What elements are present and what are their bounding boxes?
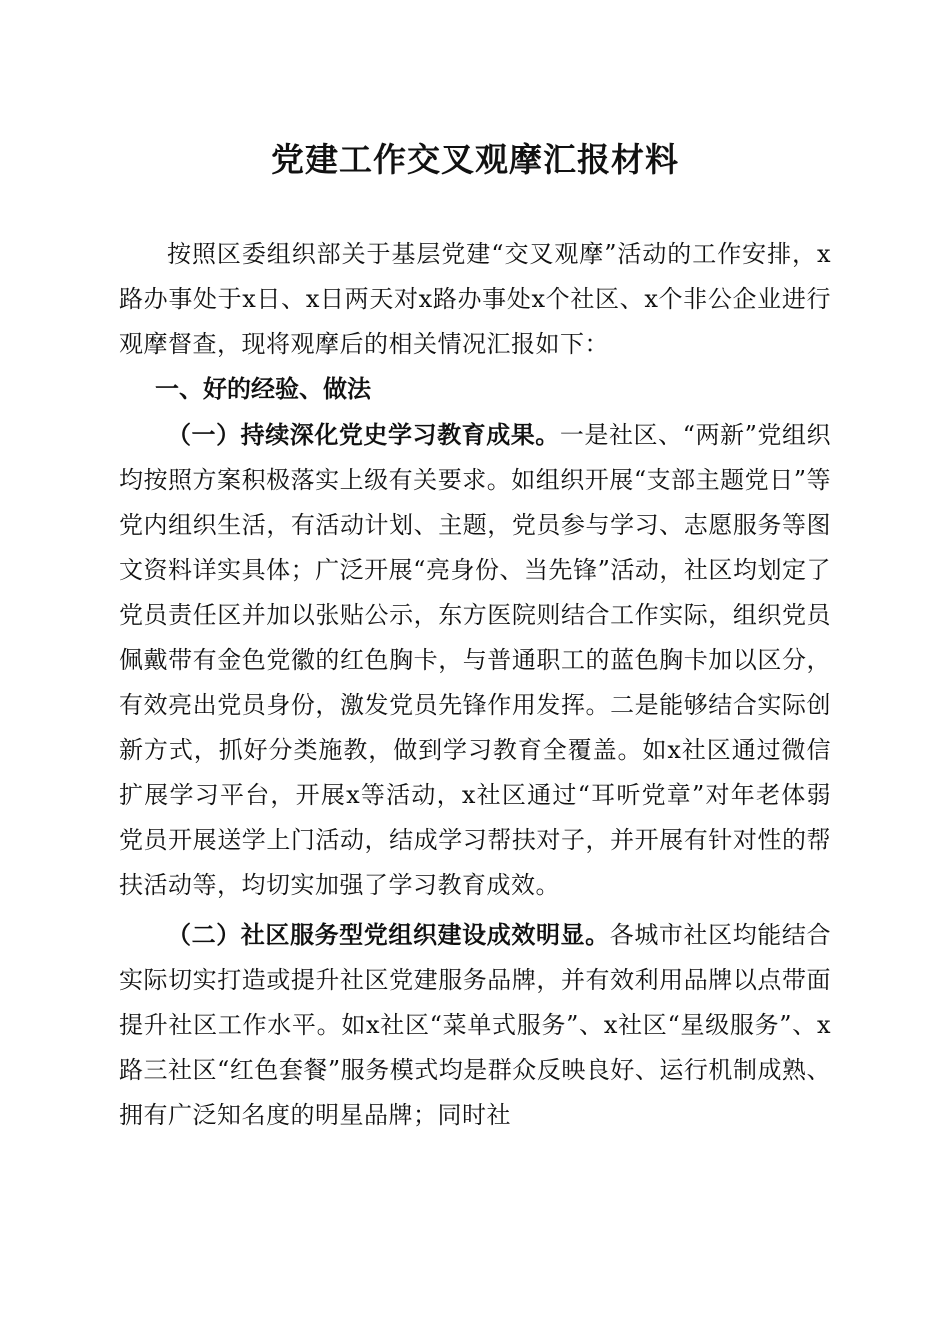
item-2-text: 各城市社区均能结合实际切实打造或提升社区党建服务品牌，并有效利用品牌以点带面提升社区工作水平。如x社区“菜单式服务”、x社区“星级服务”、x路三社区“红色套餐”服务模式均是群众反映良好、运行机制成熟、拥有广泛知名度的明星品牌；同时社	[119, 921, 832, 1129]
section-heading: 一、好的经验、做法	[155, 375, 371, 403]
document-title: 党建工作交叉观摩汇报材料	[271, 140, 679, 179]
item-1-text: 一是社区、“两新”党组织均按照方案积极落实上级有关要求。如组织开展“支部主题党日”等党内组织生活，有活动计划、主题，党员参与学习、志愿服务等图文资料详实具体；广泛开展“亮身份、当先锋”活动，社区均划定了党员责任区并加以张贴公示，东方医院则结合工作实际，组织党员佩戴带有金色党徽的红色胸卡，与普通职工的蓝色胸卡加以区分，有效亮出党员身份，激发党员先锋作用发挥。二是能够结合实际创新方式，抓好分类施教，做到学习教育全覆盖。如x社区通过微信扩展学习平台，开展x等活动，x社区通过“耳听党章”对年老体弱党员开展送学上门活动，结成学习帮扶对子，并开展有针对性的帮扶活动等，均切实加强了学习教育成效。	[119, 421, 832, 899]
item-1-paragraph	[119, 412, 831, 908]
item-1-lead: （一）持续深化党史学习教育成果。	[167, 420, 560, 449]
item-2-lead: （二）社区服务型党组织建设成效明显。	[167, 920, 610, 949]
item-2-paragraph	[119, 912, 831, 1138]
intro-paragraph: 按照区委组织部关于基层党建“交叉观摩”活动的工作安排，x路办事处于x日、x日两天对x路办事处x个社区、x个非公企业进行观摩督查，现将观摩后的相关情况汇报如下：	[119, 240, 831, 358]
document-body	[119, 232, 831, 1138]
